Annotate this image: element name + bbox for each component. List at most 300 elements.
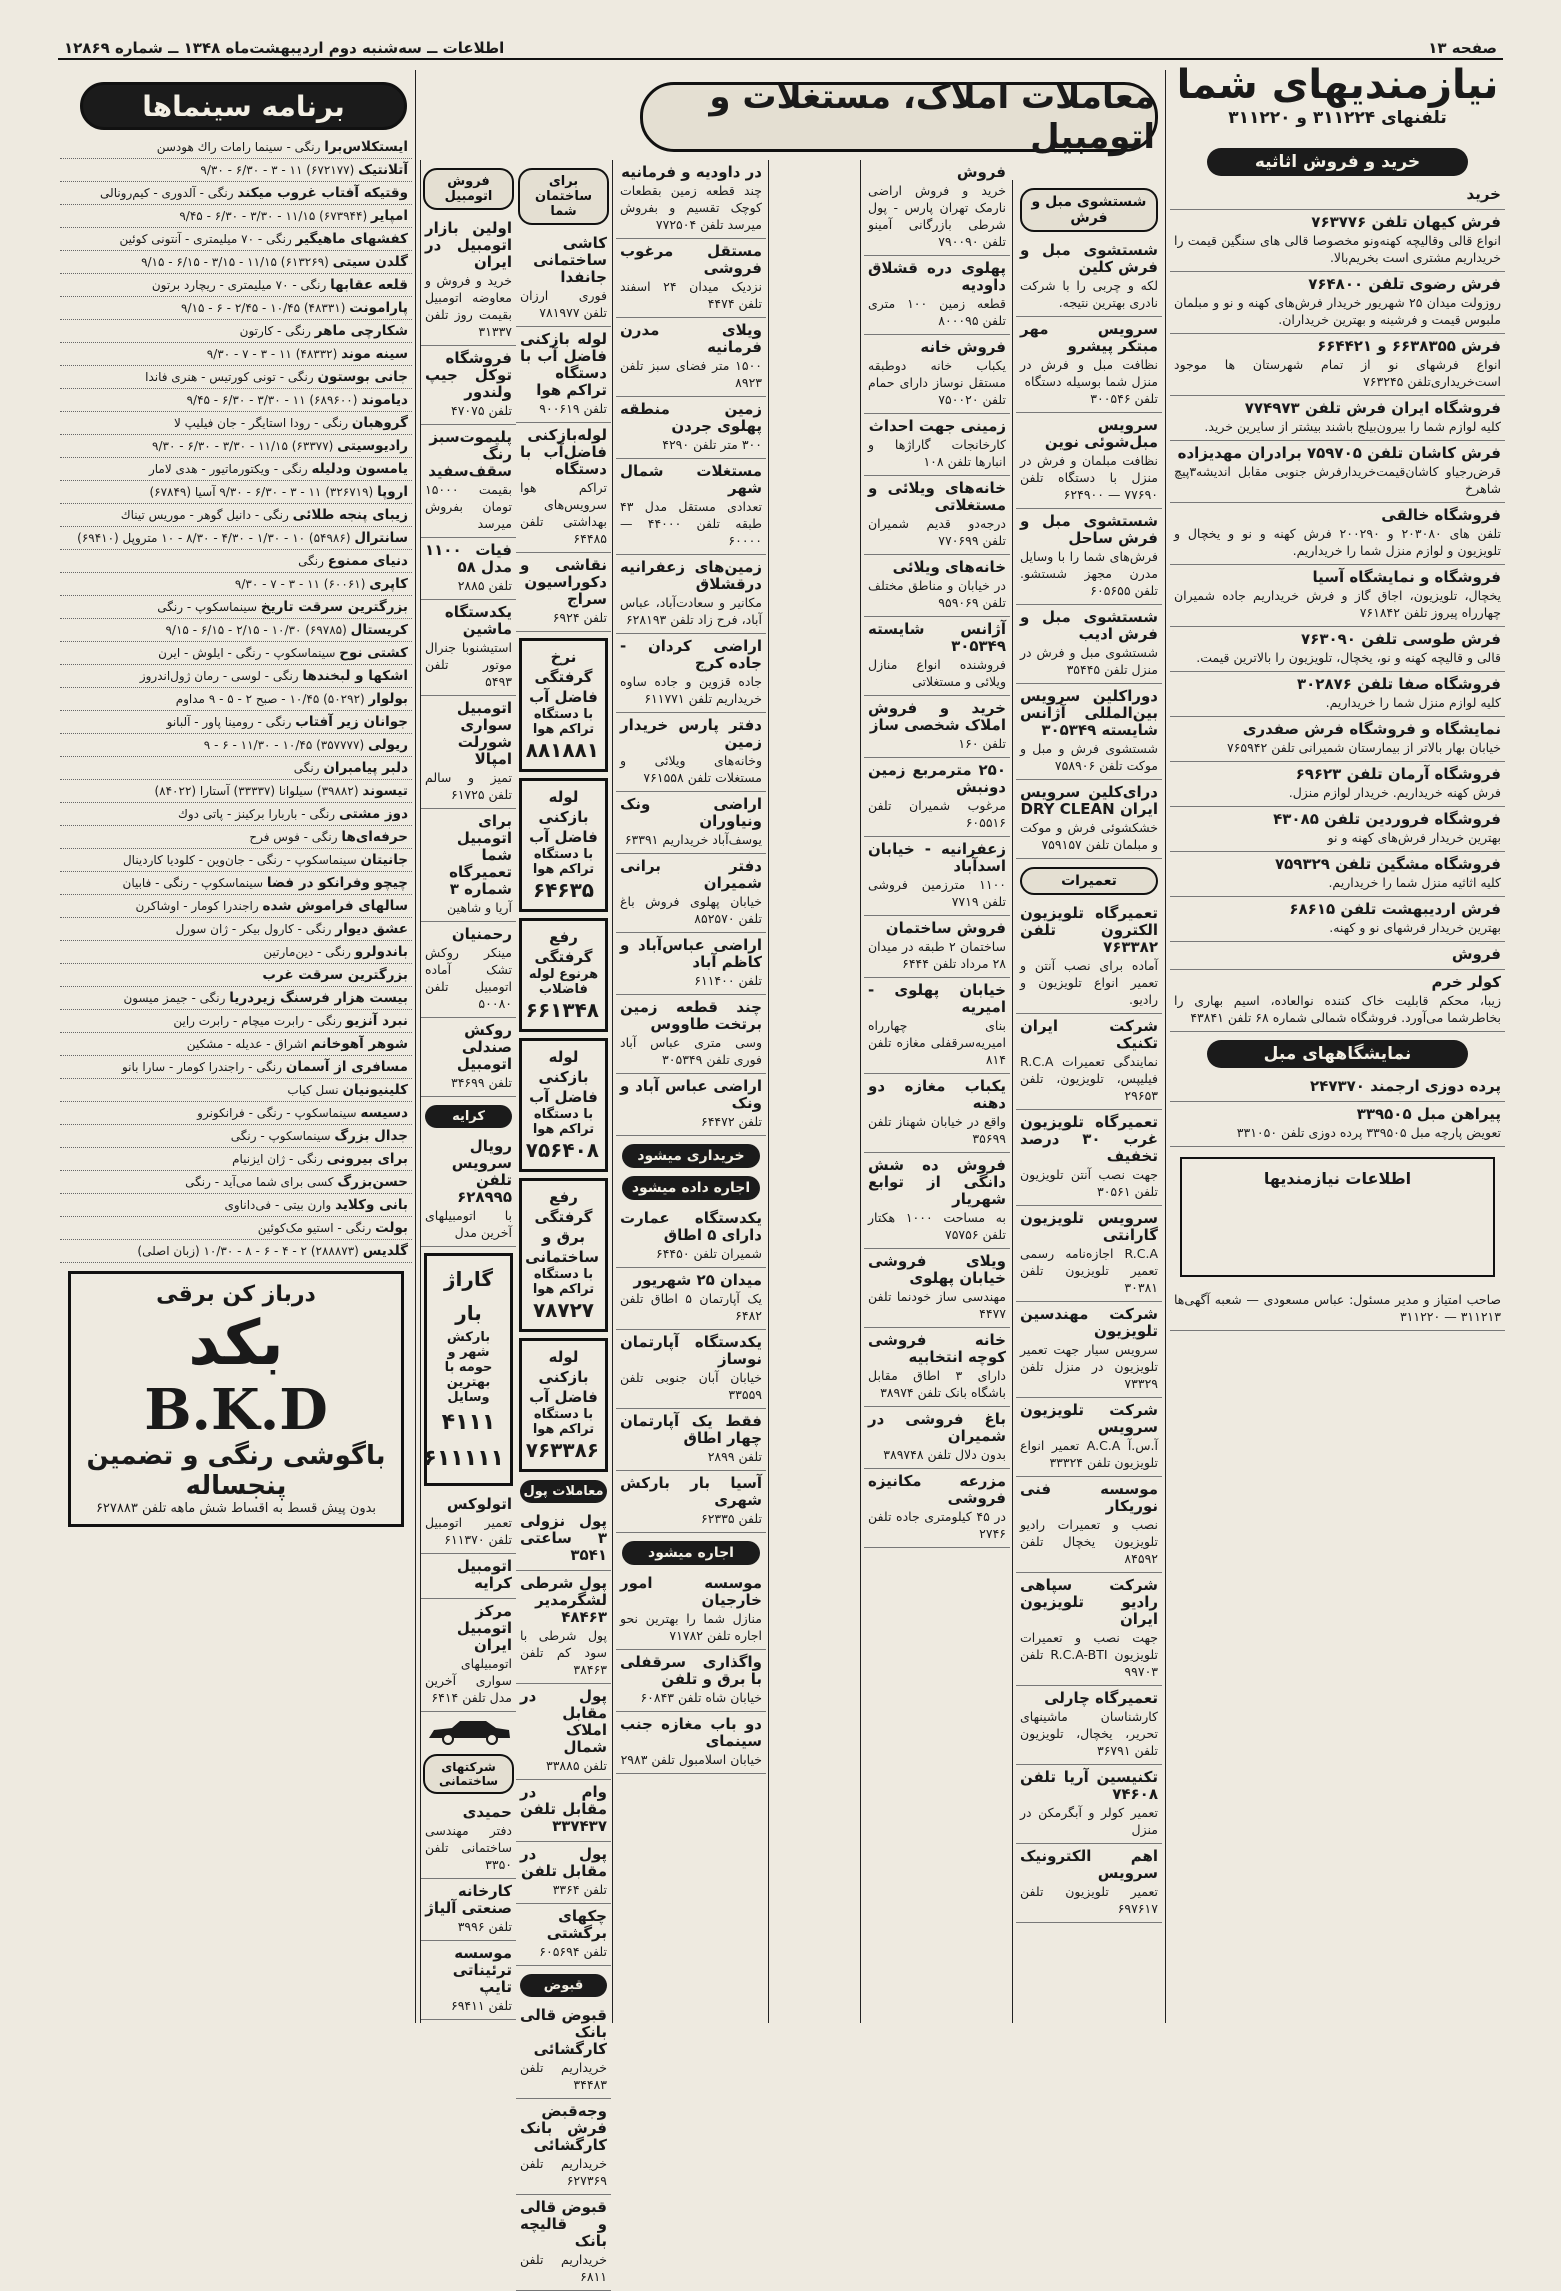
cinema-listing xyxy=(60,297,412,320)
garage-title: گاراژ بار xyxy=(443,1267,494,1325)
ad-title: رویال سرویس تلفن ۶۲۸۹۹۵ xyxy=(451,1137,512,1206)
ad-body: انواع فرشهای نو از تمام شهرستان ها موجود است‌خریداری‌تلفن ۷۶۳۲۴۵ xyxy=(1174,357,1501,389)
ad-title: زعفرانیه - خیابان اسدآباد xyxy=(868,840,1006,875)
classified-ad xyxy=(516,231,611,327)
ad-body: تعدادی مستقل مدل ۴۳ طبقه تلفن ۴۴۰۰۰ — ۶۰۰۰۰ xyxy=(620,499,762,548)
cinema-listing xyxy=(60,872,412,895)
ad-title: یکدستگاه ماشین xyxy=(444,603,512,638)
ad-body: وسی متری عباس آباد فوری تلفن ۳۰۵۳۴۹ xyxy=(620,1035,762,1067)
film-details: (۶۹۷۸۵) ۱۰/۳۰ - ۲/۱۵ - ۶/۱۵ - ۹/۱۵ xyxy=(165,623,347,637)
classified-ad xyxy=(864,1153,1010,1249)
ad-title: سرویس تلویزیون گارانتی xyxy=(1020,1209,1158,1244)
classified-ad xyxy=(616,1074,766,1136)
classified-ad xyxy=(1170,210,1505,272)
classified-ad xyxy=(1016,1573,1162,1686)
ad-title: فرش ۶۶۳۸۳۵۵ و ۶۶۴۴۲۱ xyxy=(1317,337,1501,355)
film-details: رنگی - دین‌مارتین xyxy=(263,945,351,959)
classified-ad xyxy=(864,414,1010,476)
film-title: سانترال xyxy=(354,530,408,546)
cinema-listing xyxy=(60,228,412,251)
tag-repairs: تعمیرات xyxy=(1020,867,1158,895)
film-title: جدال بزرگ xyxy=(334,1128,408,1144)
cinema-listing xyxy=(60,826,412,849)
ad-title: شستشوی مبل و فرش ساحل xyxy=(1020,512,1158,547)
film-details: رنگی - رومینا پاور - آلبانو xyxy=(166,715,292,729)
ad-body: مکانیر و سعادت‌آباد، عباس آباد، فرح زاد تلفن ۶۲۸۱۹۳ xyxy=(620,595,762,627)
ad-body: ۱۱۰۰ مترزمین فروشی تلفن ۷۷۱۹ xyxy=(868,877,1006,909)
ad-body: ۳۰۰ متر تلفن ۴۲۹۰ xyxy=(662,437,762,452)
newspaper-logo xyxy=(1180,1157,1495,1277)
ad-body: دفتر مهندسی ساختمانی تلفن ۳۳۵۰ xyxy=(425,1823,512,1872)
garage-bar-ad xyxy=(424,1253,513,1486)
ad-title: فروشگاه صفا تلفن ۳۰۲۸۷۶ xyxy=(1296,675,1501,693)
ad-title: فروش خانه xyxy=(920,338,1006,356)
film-details: (۶۷۳۹۴۴) ۱۱/۱۵ - ۳/۳۰ - ۶/۳۰ - ۹/۴۵ xyxy=(179,209,368,223)
ad-title: پول شرطی لشگرمدیر ۴۸۴۶۳ xyxy=(520,1574,607,1626)
ad-title: فروشگاه مشگین تلفن ۷۵۹۳۲۹ xyxy=(1275,855,1501,873)
film-title: دیاموند xyxy=(361,392,408,408)
ad-title: وام در مقابل تلفن ۳۳۷۴۳۷ xyxy=(520,1783,607,1835)
tag-household-trade: خرید و فروش اثاثیه xyxy=(1207,148,1468,176)
cinema-listing xyxy=(60,1010,412,1033)
tag-receipts: قبوض xyxy=(520,1974,607,1997)
cinema-listing xyxy=(60,435,412,458)
cinema-listing xyxy=(60,619,412,642)
section-title-main: نیازمندیهای شما xyxy=(1176,62,1499,108)
ad-title: فرش اردیبهشت تلفن ۶۸۶۱۵ xyxy=(1289,900,1501,918)
classified-ad xyxy=(421,538,516,600)
tag-for-rent: اجاره داده میشود xyxy=(622,1176,760,1200)
classified-ad xyxy=(864,1328,1010,1407)
ad-body: تلفن ۳۴۶۹۹ xyxy=(450,1075,512,1090)
film-details: رنگی - باربارا برکینز - پاتی دوك xyxy=(177,807,336,821)
classified-ad xyxy=(864,1074,1010,1153)
ad-title: فروشگاه ایران فرش تلفن ۷۷۴۹۷۳ xyxy=(1244,399,1501,417)
ad-body: شستشوی فرش و مبل و موکت تلفن ۷۵۸۹۰۶ xyxy=(1020,741,1158,773)
ad-body: خیابان پهلوی فروش باغ تلفن ۸۵۲۵۷۰ xyxy=(620,894,762,926)
box-ad-small: با دستگاه تراکم هوا xyxy=(532,1107,595,1137)
ad-body: تراکم هوا سرویس‌های بهداشتی تلفن ۶۴۴۸۵ xyxy=(520,480,607,546)
tag-car-rental: کرایه xyxy=(425,1105,512,1128)
film-details: رنگی - ۷۰ میلیمتری - آنتونی کوئین xyxy=(119,232,292,246)
ad-title: اتومبیل کرایه xyxy=(456,1557,512,1592)
classified-ad xyxy=(516,327,611,423)
film-details: رنگی - فوس فرح xyxy=(249,830,338,844)
ad-body: ۱۵۰۰ متر فضای سبز تلفن ۸۹۲۳ xyxy=(620,358,762,390)
classified-ad xyxy=(516,553,611,632)
ad-body: پول شرطی با سود کم تلفن ۳۸۴۶۳ xyxy=(520,1628,607,1677)
cinema-listing xyxy=(60,1056,412,1079)
film-title: کلینیونیان xyxy=(342,1082,408,1098)
classified-ad xyxy=(1016,1014,1162,1110)
column-household xyxy=(1170,140,1505,2023)
cinema-listing xyxy=(60,343,412,366)
classified-ad xyxy=(616,1650,766,1712)
classified-ad xyxy=(616,239,766,318)
ad-title: یکدستگاه آپارتمان نوساز xyxy=(620,1333,762,1368)
ad-body: با اتومبیلهای آخرین مدل xyxy=(425,1208,512,1240)
column-rule xyxy=(1165,70,1166,2023)
cinema-listing xyxy=(60,1217,412,1240)
film-title: جوانان زیر آفتاب xyxy=(295,714,408,730)
film-details: (۶۱۳۲۶۹) ۱۱/۱۵ - ۳/۱۵ - ۶/۱۵ - ۹/۱۵ xyxy=(141,255,329,269)
ad-title: اراضی ونک ونیاوران xyxy=(620,795,762,830)
film-title: گلدن سیتی xyxy=(332,254,408,270)
ad-title: مستقل مرغوب فروشی xyxy=(620,242,762,277)
classified-ad xyxy=(421,1941,516,2020)
ad-title: خانه فروشی کوچه انتخابیه xyxy=(868,1331,1006,1366)
classified-ad xyxy=(864,1469,1010,1548)
ad-body: کارخانجات گاراژها و انبارها تلفن ۱۰۸ xyxy=(868,437,1006,469)
ad-title: شستشوی مبل و فرش ادیب xyxy=(1020,608,1158,643)
ad-title: تعمیرگاه تلویزیون الکترون تلفن ۷۶۳۳۸۲ xyxy=(1020,904,1158,956)
classified-ad xyxy=(864,916,1010,978)
classified-ad xyxy=(1170,334,1505,396)
ad-body: اتومبیلهای سواری آخرین مدل تلفن ۶۴۱۴ xyxy=(425,1656,512,1705)
classified-ad xyxy=(1170,182,1505,210)
classified-ad xyxy=(421,1134,516,1247)
ad-body: نمایندگی تعمیرات R.C.A فیلیپس، تلویزیون، تلفن ۲۹۶۵۳ xyxy=(1020,1054,1158,1103)
film-title: جانیتان xyxy=(360,852,408,868)
ad-body: کارشناسان ماشینهای تحریر، یخچال، تلویزیون تلفن ۳۶۷۹۱ xyxy=(1020,1709,1158,1758)
film-title: ایستکلاس‌برا xyxy=(324,139,408,155)
ad-title: روکش صندلی اتومبیل xyxy=(456,1021,512,1073)
ad-body: فروشنده انواع منازل ویلائی و مستغلاتی xyxy=(868,657,1006,689)
film-title: برای بیرونی xyxy=(326,1151,408,1167)
tag-wanted: خریداری میشود xyxy=(622,1144,760,1168)
classified-ad xyxy=(616,397,766,459)
film-title: اروپا xyxy=(377,484,408,500)
film-title: دلبر پیامبران xyxy=(323,760,408,776)
ad-title: لوله‌بازکنی فاضل‌آب با دستگاه xyxy=(520,426,607,478)
ad-title: خانه‌های ویلائی و مستغلاتی xyxy=(868,479,1006,514)
box-ad-small: با دستگاه تراکم هوا xyxy=(532,847,595,877)
bkd-brand-latin: B.K.D xyxy=(144,1377,328,1443)
ad-body: در خیابان و مناطق مختلف تلفن ۹۵۹۰۶۹ xyxy=(868,578,1006,610)
ad-title: تعمیرگاه تلویزیون غرب ۳۰ درصد تخفیف xyxy=(1020,1113,1158,1165)
ad-body: خرید و فروش و معاوضه اتومبیل بقیمت روز تلفن ۳۱۳۳۷ xyxy=(425,273,512,339)
ad-body: خریداریم تلفن ۳۴۴۸۳ xyxy=(520,2060,607,2092)
ad-title: پول در مقابل تلفن xyxy=(520,1845,607,1880)
film-details: رنگی - جیمز میسون xyxy=(123,991,226,1005)
film-title: بیست هزار فرسنگ زیردریا xyxy=(229,990,408,1006)
ad-title: فروشگاه و نمایشگاه آسیا xyxy=(1312,568,1501,586)
column-cleaning-repairs xyxy=(1016,180,1162,2023)
classified-ad xyxy=(516,2099,611,2195)
ad-title: یکباب مغازه دو دهنه xyxy=(868,1077,1006,1112)
film-title: سینه موند xyxy=(341,346,408,362)
footer-text: صاحب امتیاز و مدیر مسئول: عباس مسعودی — شعبه آگهی‌ها ۳۱۱۲۱۳ — ۳۱۱۲۲۰ xyxy=(1174,1292,1501,1324)
ad-title: فروش ده شش دانگی از توابع شهریار xyxy=(868,1156,1006,1208)
film-details: (۲۸۸۸۷۳) ۲ - ۴ - ۶ - ۸ - ۱۰/۳۰ (زبان اصلی) xyxy=(137,1244,359,1258)
ad-title: فروش xyxy=(956,163,1006,181)
classified-ad xyxy=(616,1206,766,1268)
column-automobile xyxy=(420,160,516,2023)
film-details: سینماسکوپ - رنگی - فرانکونرو xyxy=(197,1106,357,1120)
ad-title: آسیا بار بارکش شهری xyxy=(620,1474,762,1509)
ad-title: دفتر برانی شمیران xyxy=(620,857,762,892)
film-title: مسافری از آسمان xyxy=(285,1059,408,1075)
ad-body: مهندسی ساز خودنما تلفن ۴۴۷۷ xyxy=(868,1289,1006,1321)
ad-body: بهترین خریدار فرش‌های کهنه و نو xyxy=(1327,830,1501,845)
cinema-listing xyxy=(60,1079,412,1102)
ad-body: فوری ارزان تلفن ۷۸۱۹۷۷ xyxy=(520,288,607,320)
film-details: رنگی - دانیل گوهر - موریس تیناك xyxy=(120,508,289,522)
film-title: آتلانتیک xyxy=(358,162,408,178)
column-rule xyxy=(860,160,861,2023)
ad-title: اهم الکترونیک سرویس xyxy=(1020,1847,1158,1882)
classified-ad xyxy=(1170,897,1505,942)
ad-title: موسسه امور خارجیان xyxy=(620,1574,762,1609)
film-title: کفشهای ماهیگیر xyxy=(295,231,408,247)
classified-ad xyxy=(421,216,516,346)
ad-title: اتومبیل سواری شورلت امپالا xyxy=(456,699,512,768)
classified-ad xyxy=(616,555,766,634)
film-title: دنیای ممنوع xyxy=(327,553,408,569)
classified-ad xyxy=(516,2003,611,2099)
film-details: سینماسکوپ - رنگی - جان‌وین - کلودیا کاردینال xyxy=(122,853,357,867)
ad-title: فروش xyxy=(1451,945,1501,963)
film-details: (۵۰۲۹۲) ۱۰/۴۵ - صبح ۲ - ۵ - ۹ مداوم xyxy=(175,692,365,706)
ad-body: تلفن ۶۲۳۳۵ xyxy=(700,1511,762,1526)
classified-ad xyxy=(1170,762,1505,807)
ad-title: میدان ۲۵ شهریور xyxy=(633,1271,762,1289)
classified-ad xyxy=(1016,1110,1162,1206)
film-title: زیبای پنجه طلائی xyxy=(292,507,408,523)
ad-body: یخچال، تلویزیون، اجاق گاز و فرش خریداریم جاده شمیران چهارراه پیروز تلفن ۷۶۱۸۴۲ xyxy=(1174,588,1501,620)
ad-body: دارای ۳ اطاق مقابل باشگاه بانک تلفن ۳۸۹۷۴ xyxy=(868,1368,1006,1400)
ad-body: تلفن ۶۹۴۱۱ xyxy=(450,1998,512,2013)
classified-ad xyxy=(421,922,516,1018)
ad-title: فیات ۱۱۰۰ مدل ۵۸ xyxy=(425,541,512,576)
bkd-terms: بدون پیش قسط به اقساط شش ماهه تلفن ۶۲۷۸۸۳ xyxy=(95,1501,377,1516)
section-title-phones: تلفنهای ۳۱۱۲۲۴ و ۳۱۱۲۲۰ xyxy=(1228,108,1447,128)
ad-title: مرکز اتومبیل ایران xyxy=(456,1602,512,1654)
classified-ad xyxy=(616,1268,766,1330)
column-real-estate-a xyxy=(864,160,1010,2023)
ad-body: تلفن ۳۹۹۶ xyxy=(457,1919,512,1934)
ad-title: چکهای برگشتی xyxy=(546,1907,607,1942)
box-ad-num: ۶۴۶۳۵ xyxy=(532,878,595,902)
drain-service-box-ad xyxy=(519,638,608,772)
classified-ad xyxy=(516,2195,611,2291)
ad-title: فرش کاشان تلفن ۷۵۹۷۰۵ برادران مهدیزاده xyxy=(1177,444,1501,462)
cinema-listing xyxy=(60,688,412,711)
film-title: شکارچی ماهر xyxy=(314,323,408,339)
ad-title: قبوض قالی بانک کارگشائی xyxy=(519,2006,607,2058)
ad-title: دوراکلین سرویس بین‌المللی آژانس شایسته ۳۰۵۳۴۹ xyxy=(1020,687,1158,739)
classified-ad xyxy=(421,425,516,538)
ad-title: قبوض قالی و قالیچه بانک xyxy=(519,2198,607,2250)
ad-title: فروشگاه آرمان تلفن ۶۹۶۲۳ xyxy=(1295,765,1501,783)
classified-ad xyxy=(1170,1102,1505,1147)
ad-title: زمین‌های زعفرانیه درقشلاق xyxy=(620,558,762,593)
ad-body: کلیه اثاثیه منزل شما را خریداریم. xyxy=(1328,875,1501,890)
classified-ad xyxy=(421,1879,516,1941)
ad-title: شرکت مهندسین تلویزیون xyxy=(1020,1305,1158,1340)
ad-title: شستشوی مبل و فرش کلین xyxy=(1020,241,1158,276)
ad-body: در ۴۵ کیلومتری جاده تلفن ۲۷۴۶ xyxy=(868,1509,1006,1541)
ad-title: اراضی کردان - جاده کرج xyxy=(620,637,762,672)
cinema-listing xyxy=(60,550,412,573)
ad-body: خیابان آبان جنوبی تلفن ۳۳۵۵۹ xyxy=(620,1370,762,1402)
classified-ad xyxy=(616,459,766,555)
ad-body: فرش کهنه خریداریم. خریدار لوازم منزل. xyxy=(1288,785,1501,800)
ad-body: R.C.A اجازه‌نامه رسمی تعمیر تلویزیون تلفن ۳۰۳۸۱ xyxy=(1020,1246,1158,1295)
ad-body: روزولت میدان ۲۵ شهریور خریدار فرش‌های کهنه و نو و مبلمان ملبوس قیمت و فرشینه و بهترین خریداران. xyxy=(1174,295,1502,327)
film-details: نسل کیاب xyxy=(287,1083,339,1097)
ad-body: تلفن ۳۳۸۸۵ xyxy=(545,1758,607,1773)
tag-carpet-cleaning: شستشوی مبل و فرش xyxy=(1020,188,1158,232)
cinema-listing xyxy=(60,458,412,481)
tag-rent-wanted: اجاره میشود xyxy=(622,1541,760,1565)
ad-title: کاشی ساختمانی جانفدا xyxy=(533,234,607,286)
drain-service-box-ad xyxy=(519,1338,608,1472)
logo-text: اطلاعات نیازمندیها xyxy=(1263,1169,1412,1188)
tag-money-deals: معاملات پول xyxy=(520,1480,607,1503)
ad-body: استیشنوبا جنرال موتور تلفن ۵۴۹۳ xyxy=(425,640,512,689)
ad-body: مرغوب شمیران تلفن ۶۰۵۵۱۶ xyxy=(868,798,1006,830)
ad-body: سرویس سیار جهت تعمیر تلویزیون در منزل تلفن ۷۳۳۲۹ xyxy=(1020,1342,1158,1391)
ad-body: به مساحت ۱۰۰۰ هکتار تلفن ۷۵۷۵۶ xyxy=(868,1210,1006,1242)
real-estate-banner: معاملات املاک، مستغلات و اتومبیل xyxy=(640,82,1158,152)
ad-body: نزدیک میدان ۲۴ اسفند تلفن ۴۴۷۴ xyxy=(620,279,762,311)
ad-title: فروشگاه توکل جیپ ولندور xyxy=(425,349,512,401)
film-details: رنگی - ۷۰ میلیمتری - ریچارد برتون xyxy=(151,278,327,292)
ad-title: فروشگاه خالقی xyxy=(1381,506,1501,524)
publisher-footer xyxy=(1170,1287,1505,1331)
ad-title: خانه‌های ویلائی xyxy=(892,558,1006,576)
film-title: حرفه‌ای‌ها xyxy=(341,829,408,845)
car-illustration-icon xyxy=(424,1716,514,1746)
film-title: بزرگترین سرقت غرب xyxy=(262,967,408,983)
page-number: صفحه ۱۳ xyxy=(1428,39,1497,57)
film-details: (۳۵۷۷۷۷) ۱۰/۴۵ - ۱۱/۳۰ - ۶ - ۹ xyxy=(203,738,365,752)
classified-ad xyxy=(864,837,1010,916)
film-details: سینماسکوپ - رنگی - فابیان xyxy=(122,876,264,890)
film-details: (۳۹۸۸۲) سیلوانا (۳۳۳۳۷) آستارا (۸۴۰۲۲) xyxy=(154,784,359,798)
film-title: سالهای فراموش شده xyxy=(262,898,408,914)
film-title: چیچو وفرانکو در فضا xyxy=(266,875,408,891)
film-title: گروهبان xyxy=(351,415,408,431)
ad-title: پلیموت‌سبز رنگ سقف‌سفید xyxy=(428,428,512,480)
ad-body: چند قطعه زمین بقطعات کوچک تقسیم و بفروش میرسد تلفن ۷۷۲۵۰۴ xyxy=(620,183,762,232)
ad-title: حمیدی xyxy=(462,1803,512,1821)
box-ad-big: لوله بازکنی فاضل آب xyxy=(529,1348,598,1406)
ad-body: کلیه لوازم شما را بیرون‌بیلج باشند بیشتر از سایرین خرید. xyxy=(1204,419,1501,434)
column-real-estate-b xyxy=(616,160,766,2023)
ad-title: واگذاری سرقفلی با برق و تلفن xyxy=(620,1653,762,1688)
classified-ad xyxy=(616,1712,766,1774)
box-ad-num: ۸۸۱۸۸۱ xyxy=(525,738,599,762)
ad-body: خیابان بهار بالاتر از بیمارستان شمیرانی تلفن ۷۶۵۹۴۲ xyxy=(1226,740,1501,755)
cinema-listing xyxy=(60,1240,412,1263)
ad-body: خریداریم تلفن ۶۲۷۳۶۹ xyxy=(520,2156,607,2188)
box-ad-small: با دستگاه تراکم هوا xyxy=(532,1407,595,1437)
film-title: عشق دیوار xyxy=(335,921,408,937)
ad-body: منازل شما را بهترین نحو اجاره تلفن ۷۱۷۸۲ xyxy=(620,1611,762,1643)
classified-ad xyxy=(1016,1398,1162,1477)
ad-body: تلفن ۲۸۹۹ xyxy=(707,1449,762,1464)
ad-title: آژانس شایسته ۳۰۵۳۴۹ xyxy=(868,620,1006,655)
box-ad-num: ۷۶۳۳۸۶ xyxy=(525,1438,599,1462)
cinema-listing xyxy=(60,412,412,435)
column-rule xyxy=(768,160,769,2023)
tag-for-your-building: برای ساختمان شما xyxy=(518,168,609,225)
cinema-listing xyxy=(60,941,412,964)
ad-body: بهترین خریدار فرشهای نو و کهنه. xyxy=(1329,920,1501,935)
classified-ad xyxy=(616,713,766,792)
cinema-listing xyxy=(60,895,412,918)
classified-ad xyxy=(516,1842,611,1904)
ad-title: پیراهن مبل ۳۳۹۵۰۵ xyxy=(1356,1105,1501,1123)
film-details: (۵۴۹۸۶) ۱۰ - ۱/۳۰ - ۴/۳۰ - ۸/۳۰ - ۱۰ متروپل (۶۹۴۱۰) xyxy=(77,531,351,545)
classified-ad xyxy=(616,1409,766,1471)
cinema-listing xyxy=(60,504,412,527)
ad-title: دفتر پارس خریدار زمین xyxy=(620,716,762,751)
ad-body: شستشوی مبل و فرش در منزل تلفن ۳۵۴۴۵ xyxy=(1020,645,1158,677)
ad-body: وخانه‌های ویلائی و مستغلات تلفن ۷۶۱۵۵۸ xyxy=(620,753,762,785)
classified-ad xyxy=(1170,942,1505,970)
cinema-listing xyxy=(60,320,412,343)
cinema-listing xyxy=(60,642,412,665)
ad-body: تلفن ۶۱۱۴۰۰ xyxy=(694,973,762,988)
classified-ad xyxy=(421,1492,516,1554)
cinema-listing xyxy=(60,481,412,504)
ad-title: کارخانه صنعتی آلیاژ xyxy=(425,1882,512,1917)
ad-body: آریا و شاهین xyxy=(447,900,512,915)
ad-body: مینکر روکش تشک آماده اتومبیل تلفن ۵۰۰۸۰ xyxy=(425,945,512,1011)
classified-ad xyxy=(1016,317,1162,413)
film-title: یامسون ودلیله xyxy=(311,461,408,477)
film-title: بانی وکلاید xyxy=(335,1197,408,1213)
film-details: رنگی xyxy=(293,761,320,775)
film-title: وقتیکه آفتاب غروب میکند xyxy=(237,185,408,201)
ad-body: لکه و چربی را با شرکت نادری بهترین نتیجه. xyxy=(1020,278,1158,310)
classified-ad xyxy=(421,1599,516,1712)
classified-ad xyxy=(516,1780,611,1842)
film-title: کشتی نوح xyxy=(339,645,408,661)
ad-body: نظافت مبلمان و فرش در منزل با دستگاه تلفن ۷۷۶۹۰ — ۶۲۴۹۰۰ xyxy=(1020,453,1158,502)
ad-title: تعمیرگاه چارلی xyxy=(1044,1689,1158,1707)
ad-title: چند قطعه زمین برتخت طاووس xyxy=(620,998,762,1033)
classified-ad xyxy=(1016,901,1162,1014)
cinema-listing xyxy=(60,159,412,182)
classified-ad xyxy=(864,160,1010,256)
classified-ad xyxy=(864,476,1010,555)
ad-body: خشکشوئی فرش و موکت و مبلمان تلفن ۷۵۹۱۵۷ xyxy=(1020,820,1158,852)
film-details: رنگی - راجندرا کومار - سارا بانو xyxy=(121,1060,283,1074)
ad-title: فقط یک آپارتمان چهار اطاق xyxy=(620,1412,762,1447)
box-ad-small: با دستگاه تراکم هوا xyxy=(532,707,595,737)
classified-ad xyxy=(1170,565,1505,627)
film-details: (۴۸۳۳۲) ۱۱ - ۳ - ۷ - ۹/۳۰ xyxy=(206,347,338,361)
film-details: رنگی - کارول بیکر - ژان سورل xyxy=(175,922,332,936)
garage-phone-1: ۴۱۱۱ xyxy=(441,1410,496,1435)
ad-title: برای اتومبیل شما تعمیرگاه شماره ۳ xyxy=(449,812,512,898)
cinema-listing xyxy=(60,757,412,780)
ad-title: نمایشگاه و فروشگاه فرش صفدری xyxy=(1242,720,1501,738)
classified-ad xyxy=(1016,509,1162,605)
classified-ad xyxy=(1016,238,1162,317)
ad-title: اولین بازار اتومبیل در ایران xyxy=(425,219,512,271)
film-details: رنگی - تونی کورتیس - هنری فاندا xyxy=(145,370,314,384)
ad-title: ویلای فروشی خیابان پهلوی xyxy=(868,1252,1006,1287)
ad-body: تعمیر اتومبیل تلفن ۶۱۱۳۷۰ xyxy=(425,1515,512,1547)
ad-body: تلفن ۹۰۰۶۱۹ xyxy=(539,401,607,416)
ad-title: نقاشی و دکوراسیون سراج xyxy=(520,556,607,608)
cinema-listing xyxy=(60,389,412,412)
